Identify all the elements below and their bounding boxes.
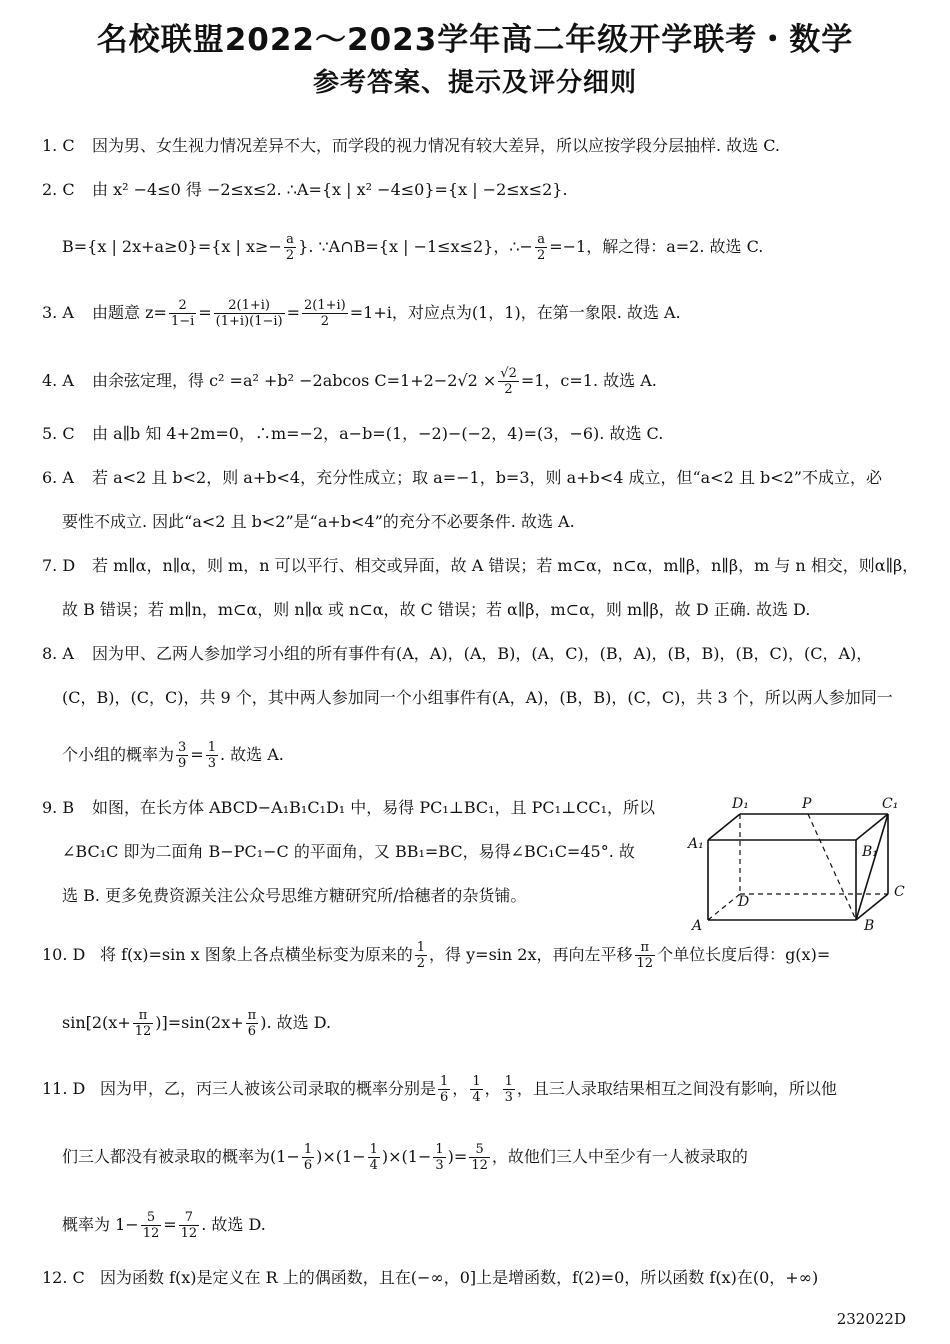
- fraction: $\frac{1}{6}$: [303, 1142, 313, 1173]
- label-C: C: [894, 884, 905, 900]
- answer-number: 6. A: [42, 468, 74, 487]
- answer-text: 因为男、女生视力情况差异不大，而学段的视力情况有较大差异，所以应按学段分层抽样. 故选 C.: [92, 136, 781, 155]
- answer-number: 5. C: [42, 424, 75, 443]
- answer-5: [42, 422, 663, 446]
- fraction: $\frac{1}{6}$: [440, 1074, 449, 1105]
- label-D: D: [738, 894, 750, 910]
- answer-6-line2: 要性不成立. 因此“a<2 且 b<2”是“a+b<4”的充分不必要条件. 故选 A.: [62, 512, 575, 531]
- answer-8-line2: (C，B)，(C，C)，共 9 个，其中两人参加同一个小组事件有(A，A)，(B，B)，(C，C)，共 3 个，所以两人参加同一: [62, 688, 893, 707]
- answer-text: 因为函数 f(x)是定义在 R 上的偶函数，且在(−∞，0]上是增函数，f(2)=0，所以函数 f(x)在(0，+∞): [100, 1268, 819, 1287]
- page-code: 232022D: [836, 1310, 906, 1328]
- fraction: $\frac{7}{12}$: [180, 1210, 198, 1241]
- fraction: $\frac{2}{1-i}$: [170, 298, 195, 329]
- label-B1: B₁: [862, 844, 878, 860]
- edge-B1C1: [856, 814, 888, 840]
- fraction: $\frac{2(1+i)}{(1+i)(1-i)}$: [215, 298, 283, 329]
- fraction: $\frac{\pi}{12}$: [636, 940, 654, 971]
- answer-9: 9. B 如图，在长方体 ABCD−A₁B₁C₁D₁ 中，易得 PC₁⊥BC₁，且 PC₁⊥CC₁，所以: [42, 796, 655, 820]
- answer-number: 3. A: [42, 303, 74, 322]
- answer-8: 8. A 因为甲、乙两人参加学习小组的所有事件有(A，A)，(A，B)，(A，C)，(B，A)，(B，B)，(B，C)，(C，A)，: [42, 642, 872, 666]
- answer-number: 4. A: [42, 371, 74, 390]
- answer-1: [42, 134, 780, 158]
- answer-text: 由 x² −4≤0 得 −2≤x≤2. ∴A={x | x² −4≤0}={x | −2≤x≤2}.: [92, 180, 568, 199]
- answer-6: 6. A 若 a<2 且 b<2，则 a+b<4，充分性成立；取 a=−1，b=3，则 a+b<4 成立，但“a<2 且 b<2”不成立，必: [42, 466, 882, 490]
- answer-number: 7. D: [42, 556, 76, 575]
- page-title: 名校联盟2022～2023学年高二年级开学联考・数学: [96, 22, 854, 58]
- fraction: $\frac{5}{12}$: [142, 1210, 160, 1241]
- fraction: $\frac{1}{3}$: [504, 1074, 513, 1105]
- answer-11: 11. D 因为甲，乙，丙三人被该公司录取的概率分别是 $\frac{1}{6}$ ， $\frac{1}{4}$ ， $\frac{1}{3}$ ，且三人录取结果相互之间没有影响，所以他: [42, 1074, 837, 1105]
- fraction: $\frac{2(1+i)}{2}$: [304, 298, 346, 329]
- fraction: $\frac{1}{2}$: [416, 940, 426, 971]
- fraction: $\frac{3}{9}$: [178, 740, 187, 771]
- label-C1: C₁: [882, 796, 899, 812]
- answer-9-line3: 选 B. 更多免费资源关注公众号思维方糖研究所/拾穗者的杂货铺。: [62, 886, 527, 905]
- fraction: $\frac{5}{12}$: [471, 1142, 488, 1173]
- edge-BC: [856, 894, 888, 920]
- edge-A1D1: [708, 814, 740, 840]
- answer-8-line3: 个小组的概率为 $\frac{3}{9}$ = $\frac{1}{3}$ . 故选 A.: [62, 740, 284, 771]
- fraction: $\frac{1}{3}$: [207, 740, 216, 771]
- answer-3: 3. A 由题意 z= $\frac{2}{1-i}$ = $\frac{2(1+i)}{(1+i)(1-i)}$ = $\frac{2(1+i)}{2}$ =1+i，对应点为(1，1)，在第一象限. 故选 A.: [42, 298, 681, 329]
- edge-AD: [708, 894, 740, 920]
- answer-2: [42, 178, 568, 202]
- answer-12: [42, 1266, 818, 1290]
- edge-BC1: [856, 814, 888, 920]
- answer-number: 11. D: [42, 1079, 86, 1098]
- answer-number: 10. D: [42, 945, 86, 964]
- answer-9-line2: ∠BC₁C 即为二面角 B−PC₁−C 的平面角，又 BB₁=BC，易得∠BC₁C=45°. 故: [62, 842, 635, 861]
- cuboid-figure: [686, 792, 914, 938]
- answer-11-line2: 们三人都没有被录取的概率为(1− $\frac{1}{6}$ )×(1− $\frac{1}{4}$ )×(1− $\frac{1}{3}$ )= $\frac{5}{12}$ ，故他们三人中至少有一人被录取的: [62, 1142, 748, 1173]
- label-D1: D₁: [732, 796, 749, 812]
- answer-number: 1. C: [42, 136, 75, 155]
- answer-2-line2: B={x | 2x+a≥0}={x | x≥− $\frac{a}{2}$ }. ∵A∩B={x | −1≤x≤2}，∴− $\frac{a}{2}$ =−1，解之得：a=2. 故选 C.: [62, 232, 764, 263]
- page-subtitle: 参考答案、提示及评分细则: [312, 68, 637, 98]
- answer-text: 由 a∥b 知 4+2m=0，∴m=−2，a−b=(1，−2)−(−2，4)=(3，−6). 故选 C.: [92, 424, 664, 443]
- fraction: $\frac{1}{4}$: [472, 1074, 481, 1105]
- answer-7: 7. D 若 m∥α，n∥α，则 m，n 可以平行、相交或异面，故 A 错误；若 m⊂α，n⊂α，m∥β，n∥β，m 与 n 相交，则α∥β，: [42, 554, 918, 578]
- fraction: $\frac{\pi}{6}$: [247, 1008, 257, 1039]
- fraction: $\frac{a}{2}$: [285, 232, 295, 263]
- edge-PB: [808, 814, 856, 920]
- answer-10: 10. D 将 f(x)=sin x 图象上各点横坐标变为原来的 $\frac{1}{2}$ ，得 y=sin 2x，再向左平移 $\frac{\pi}{12}$ 个单位长度后得：g(x)=: [42, 940, 831, 971]
- label-P: P: [802, 796, 812, 812]
- answer-number: 12. C: [42, 1268, 85, 1287]
- answer-number: 2. C: [42, 180, 75, 199]
- answer-number: 8. A: [42, 644, 74, 663]
- fraction: $\frac{a}{2}$: [536, 232, 546, 263]
- fraction: $\frac{\pi}{12}$: [134, 1008, 152, 1039]
- label-B: B: [864, 918, 875, 934]
- fraction: $\frac{1}{3}$: [435, 1142, 444, 1173]
- label-A1: A₁: [688, 836, 704, 852]
- fraction: $\frac{√2}{2}$: [500, 366, 517, 397]
- fraction: $\frac{1}{4}$: [369, 1142, 378, 1173]
- answer-7-line2: 故 B 错误；若 m∥n，m⊂α，则 n∥α 或 n⊂α，故 C 错误；若 α∥β，m⊂α，则 m∥β，故 D 正确. 故选 D.: [62, 600, 811, 619]
- answer-10-line2: sin[2(x+ $\frac{\pi}{12}$ )]=sin(2x+ $\frac{\pi}{6}$ ). 故选 D.: [62, 1008, 332, 1039]
- answer-11-line3: 概率为 1− $\frac{5}{12}$ = $\frac{7}{12}$ . 故选 D.: [62, 1210, 266, 1241]
- answer-number: 9. B: [42, 798, 75, 817]
- answer-4: 4. A 由余弦定理，得 c² =a² +b² −2abcos C=1+2−2√2 × $\frac{√2}{2}$ =1，c=1. 故选 A.: [42, 366, 657, 397]
- label-A: A: [692, 918, 703, 934]
